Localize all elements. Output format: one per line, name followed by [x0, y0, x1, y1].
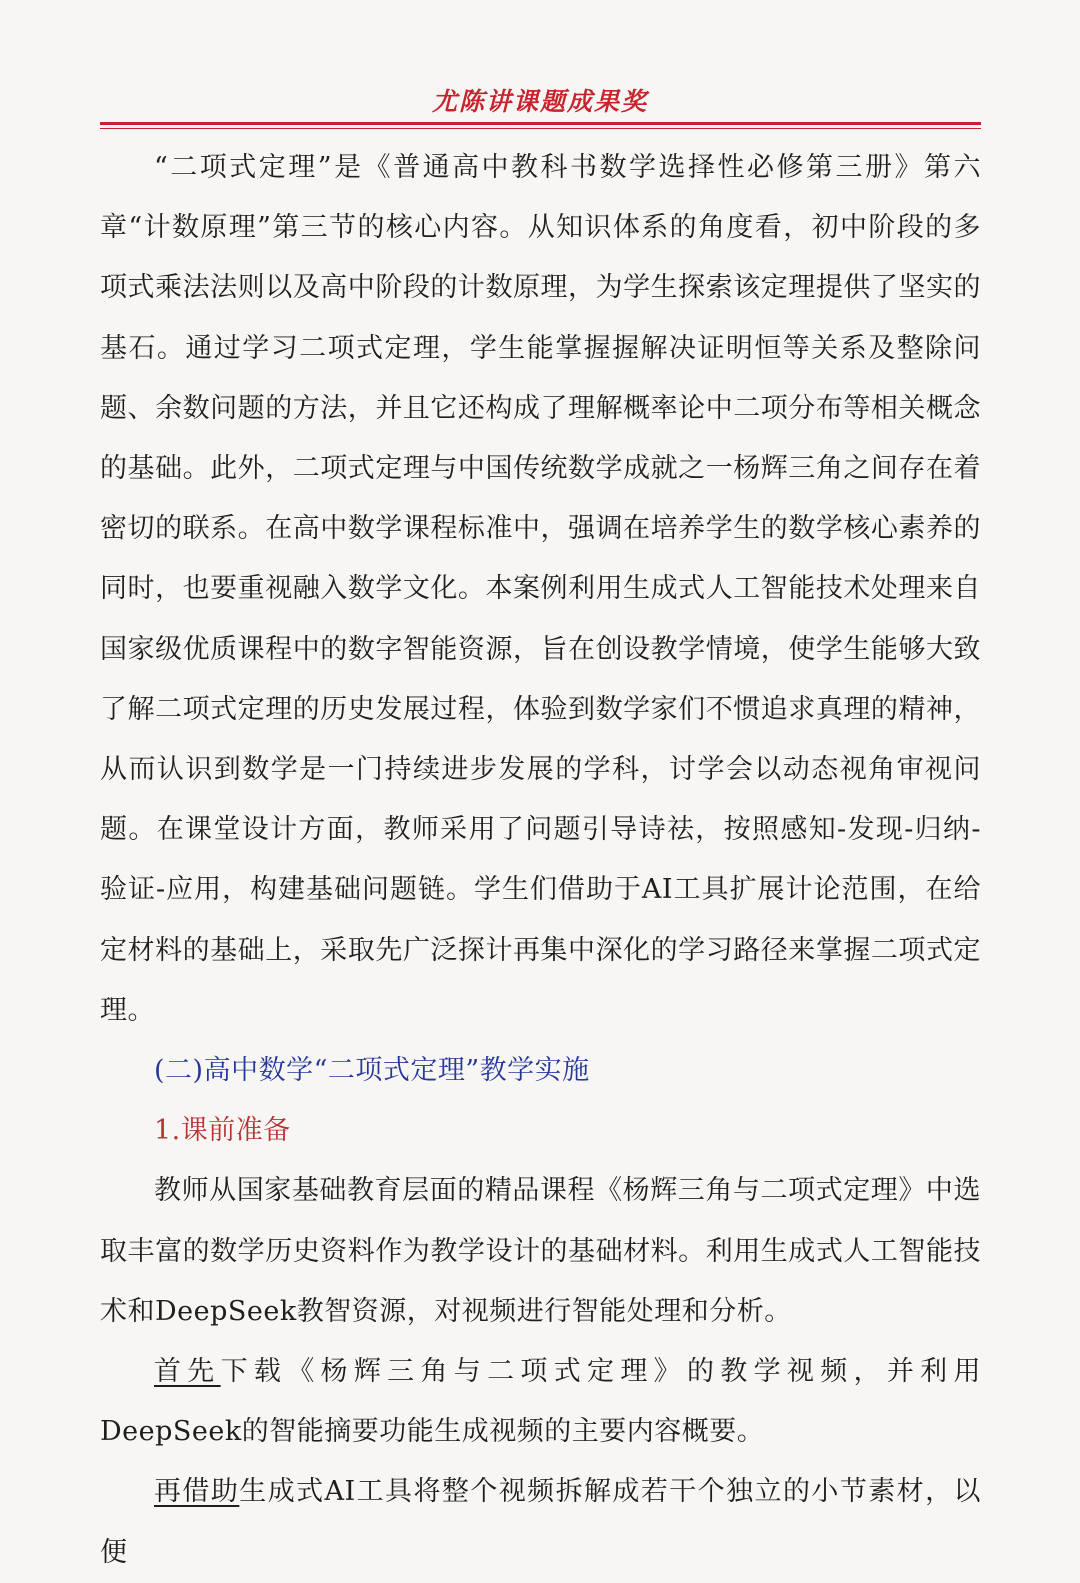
paragraph-step-first-text: 下载《杨辉三角与二项式定理》的教学视频，并利用DeepSeek的智能摘要功能生成视频的主要内容概要。	[100, 1356, 981, 1448]
page-header-title: 尤陈讲课题成果奖	[431, 87, 648, 116]
paragraph-step-second-text: 生成式AI工具将整个视频拆解成若干个独立的小节素材，以便	[100, 1476, 982, 1568]
subsection-heading: 1.课前准备	[154, 1115, 291, 1147]
paragraph-intro: “二项式定理”是《普通高中教科书数学选择性必修第三册》第六章“计数原理”第三节的核心内容。从知识体系的角度看，初中阶段的多项式乘法法则以及高中阶段的计数原理，为学生探索该定理提供了坚实的基石。通过学习二项式定理，学生能掌握握解决证明恒等关系及整除问题、余数问题的方法，并且它还构成了理解概率论中二项分布等相关概念的基础。此外，二项式定理与中国传统数学成就之一杨辉三角之间存在着密切的联系。在高中数学课程标准中，强调在培养学生的数学核心素养的同时，也要重视融入数学文化。本案例利用生成式人工智能技术处理来自国家级优质课程中的数字智能资源，旨在创设教学情境，使学生能够大致了解二项式定理的历史发展过程，体验到数学家们不惯追求真理的精神，从而认识到数学是一门持续进步发展的学科，讨学会以动态视角审视问题。在课堂设计方面，教师采用了问题引导诗祛，按照感知-发现-归纳-验证-应用，构建基础问题链。学生们借助于AI工具扩展计论范围，在给定材料的基础上，采取先广泛探计再集中深化的学习路径来掌握二项式定理。	[100, 152, 981, 1026]
underlined-first: 首先	[154, 1356, 221, 1388]
paragraph-step-first	[100, 1342, 981, 1462]
paragraph-preparation: 教师从国家基础教育层面的精品课程《杨辉三角与二项式定理》中选取丰富的数学历史资料作为教学设计的基础材料。利用生成式人工智能技术和DeepSeek教智资源，对视频进行智能处理和分析。	[100, 1175, 981, 1327]
header-rule-thick	[100, 122, 981, 125]
header-rule-thin	[100, 128, 981, 129]
document-body	[100, 138, 981, 1583]
underlined-second: 再借助	[154, 1476, 240, 1508]
paragraph-step-second	[100, 1462, 981, 1582]
section-heading: (二)高中数学“二项式定理”教学实施	[154, 1055, 590, 1087]
